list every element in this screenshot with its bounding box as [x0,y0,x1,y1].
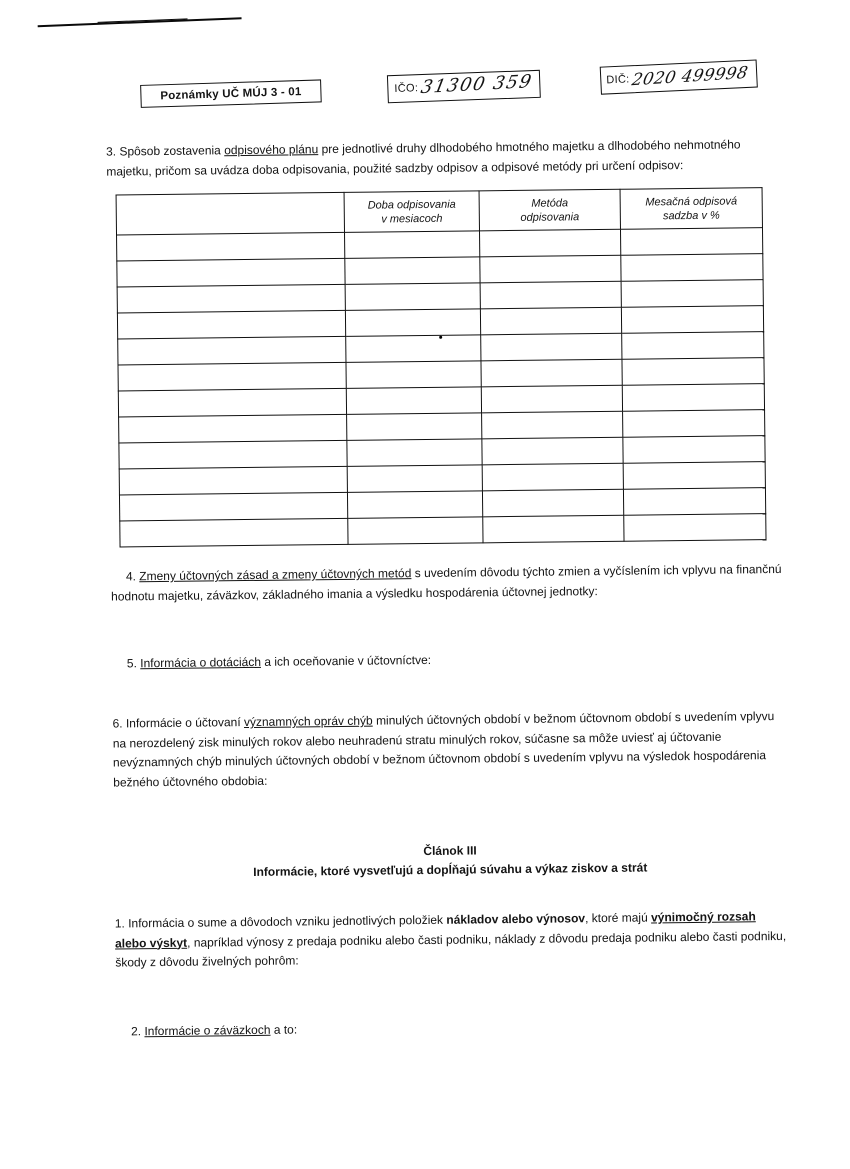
paragraph-4-text: s uvedením dôvodu týchto zmien a vyčíslením ich vplyvu na finančnú hodnotu majetku, záväzkov, základného imania a výsledku hospodárenia účtovnej jednotky: [111,561,782,604]
pen-stroke-artifact [38,17,242,27]
table-cell-empty [481,333,622,361]
table-cell-empty [345,309,480,337]
form-code-box [140,79,322,108]
paragraph-5-underlined-term: Informácia o dotáciách [140,654,262,671]
table-cell-empty [345,231,480,259]
depreciation-plan-table [116,187,767,547]
table-cell-empty [481,385,622,413]
table-cell-empty [480,281,621,309]
article-3-subtitle: Informácie, ktoré vysvetľujú a dopĺňajú súvahu a výkaz ziskov a strát [253,860,648,879]
table-cell-empty [623,410,765,438]
ico-label: IČO: [394,82,419,96]
paragraph-5-text: 5. [126,656,141,671]
table-cell-empty [480,307,621,335]
table-body [117,228,766,547]
paragraph-3-text: 3. Spôsob zostavenia [105,143,225,159]
article-3-heading [114,838,786,884]
dic-box [600,59,758,94]
article-3-paragraph-1-bold-term: nákladov alebo výnosov [446,911,586,927]
table-cell-empty [118,388,346,417]
table-cell-empty [480,255,621,283]
form-code-label: Poznámky UČ MÚJ 3 - 01 [160,85,302,102]
table-cell-empty [117,284,345,313]
table-cell-empty [118,336,346,365]
article-3-paragraph-1-text: , ktoré majú [584,910,652,926]
paragraph-5-text: a ich oceňovanie v účtovníctve: [260,652,432,669]
table-cell-empty [620,228,762,256]
dic-label: DIČ: [606,73,630,87]
table-cell-empty [119,440,347,469]
table-cell-empty [345,257,480,285]
table-cell-empty [346,335,481,363]
table-cell-empty [346,361,481,389]
table-cell-empty [347,491,482,519]
table-cell-empty [479,229,620,257]
table-cell-empty [483,515,624,543]
paragraph-3-underlined-term: odpisového plánu [224,142,319,158]
paragraph-6 [112,707,785,793]
article-3-paragraph-2-underlined-term: Informácie o záväzkoch [144,1022,271,1039]
table-cell-empty [119,414,347,443]
table-cell-empty [482,489,623,517]
table-cell-empty [117,232,345,261]
table-cell-empty [621,254,763,282]
paragraph-6-text: minulých účtovných období v bežnom účtovnom období s uvedením vplyvu na nerozdelený zisk minulých rokov alebo neuhradenú stratu minulých rokov, súčasne sa môže uviesť aj účtovanie nevýznamných chýb minulých účtovných období v bežnom účtovnom období s uvedením vplyvu na výsledok hospodárenia bežného účtovného obdobia: [112,709,775,790]
table-cell-empty [117,310,345,339]
article-3-paragraph-2-text: a to: [270,1022,298,1037]
table-cell-empty [119,466,347,495]
article-3-paragraph-2 [116,1015,788,1042]
table-cell-empty [622,332,764,360]
table-cell-empty [624,514,766,542]
table-header-depreciation-period: Doba odpisovania v mesiacoch [344,191,479,233]
article-3-paragraph-1-text: 1. Informácia o sume a dôvodoch vzniku jednotlivých položiek [114,912,447,931]
table-cell-empty [482,411,623,439]
table-cell-empty [622,358,764,386]
paragraph-6-text: 6. Informácie o účtovaní [112,715,245,731]
paragraph-3-text: pre jednotlivé druhy dlhodobého hmotného majetku a dlhodobého nehmotného majetku, pričom sa uvádza doba odpisovania, použité sadzby odpisov a odpisové metódy pri určení odpisov: [106,137,741,179]
ico-handwritten-value: 31300 359 [418,70,535,98]
article-3-paragraph-1-text: , napríklad výnosy z predaja podniku alebo časti podniku, náklady z dôvodu predaja podniku alebo časti podniku, škody z dôvodu živelných pohrôm: [115,928,787,970]
table-header-item-column [116,192,344,235]
table-cell-empty [348,517,483,545]
paragraph-4-text: 4. [125,569,140,584]
dic-handwritten-value: 2020 499998 [630,62,751,89]
table-cell-empty [481,359,622,387]
table-cell-empty [623,462,765,490]
table-cell-empty [345,283,480,311]
table-cell-empty [347,439,482,467]
table-cell-empty [347,413,482,441]
table-cell-empty [621,306,763,334]
table-cell-empty [623,436,765,464]
table-cell-empty [120,518,348,547]
table-header-monthly-rate: Mesačná odpisová sadzba v % [620,188,762,230]
article-3-paragraph-1 [115,907,788,973]
table-cell-empty [347,465,482,493]
paragraph-4-underlined-term: Zmeny účtovných zásad a zmeny účtovných metód [139,566,412,584]
paragraph-6-underlined-term: významných opráv chýb [243,713,373,730]
article-3-paragraph-2-text: 2. [130,1024,145,1039]
paragraph-3 [106,135,778,182]
table-header-depreciation-method: Metóda odpisovania [479,189,620,231]
ico-box [387,70,541,103]
scan-speck [439,336,442,339]
table-cell-empty [623,488,765,516]
article-3-paragraph-1-bold-underlined-term: výnimočný rozsah alebo výskyt [114,909,756,951]
paragraph-4 [111,560,783,607]
table-cell-empty [621,280,763,308]
table-cell-empty [119,492,347,521]
paragraph-5 [112,647,784,674]
table-cell-empty [117,258,345,287]
table-cell-empty [482,463,623,491]
table-cell-empty [346,387,481,415]
article-3-title: Článok III [423,843,477,859]
table-cell-empty [622,384,764,412]
table-cell-empty [482,437,623,465]
table-cell-empty [118,362,346,391]
